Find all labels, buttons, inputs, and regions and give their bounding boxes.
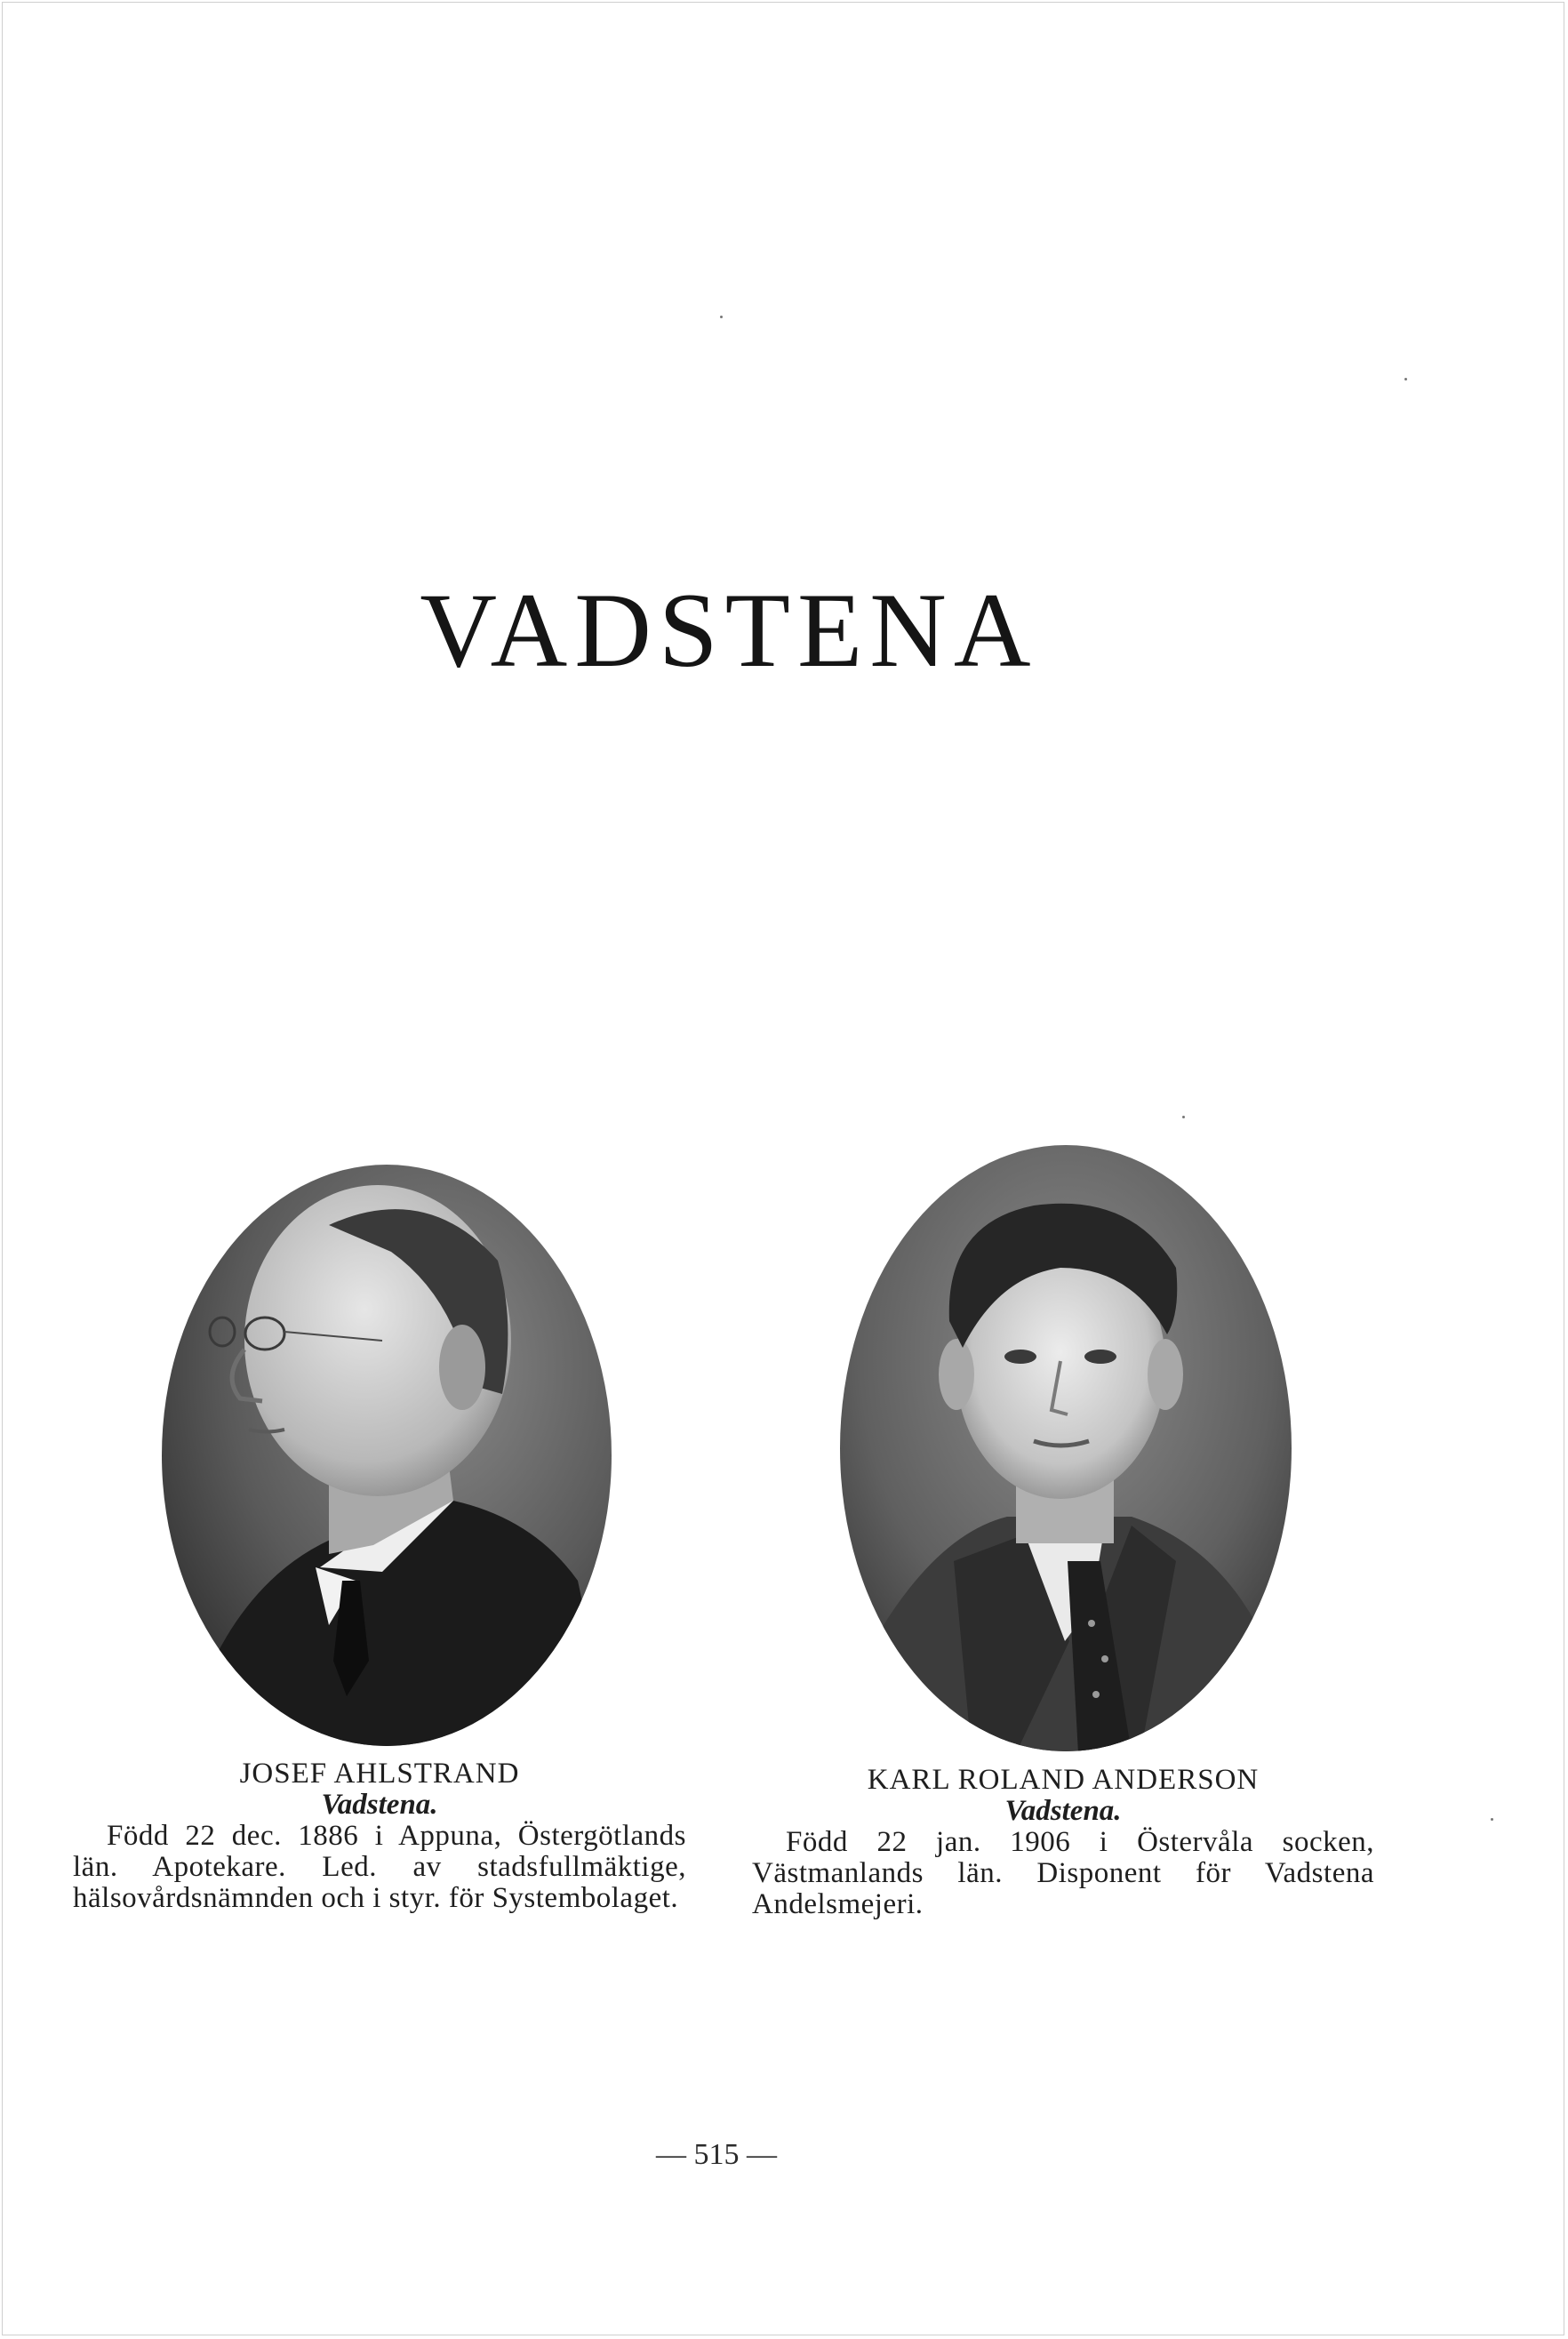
biography-entry — [752, 1765, 1374, 1920]
print-speck — [720, 316, 723, 318]
biography-entry — [73, 1758, 686, 1914]
print-speck — [1404, 378, 1407, 380]
print-speck — [1182, 1116, 1185, 1118]
portrait-karl-roland-anderson — [838, 1143, 1294, 1753]
page-title: VADSTENA — [420, 571, 1038, 689]
person-location: Vadstena. — [321, 1789, 438, 1821]
person-name: KARL ROLAND ANDERSON — [867, 1764, 1260, 1796]
person-location: Vadstena. — [1004, 1795, 1122, 1827]
print-speck — [1491, 1818, 1493, 1821]
portrait-josef-ahlstrand — [160, 1163, 613, 1748]
person-name: JOSEF AHLSTRAND — [239, 1758, 520, 1790]
page-number: — 515 — — [656, 2138, 777, 2171]
person-biography: Född 22 dec. 1886 i Appuna, Östergötlands län. Apotekare. Led. av stadsfullmäktige, hälsovårdsnämnden och i styr. för Systembolaget. — [73, 1820, 686, 1914]
person-biography: Född 22 jan. 1906 i Östervåla socken, Västmanlands län. Disponent för Vadstena Andelsmejeri. — [752, 1826, 1374, 1920]
